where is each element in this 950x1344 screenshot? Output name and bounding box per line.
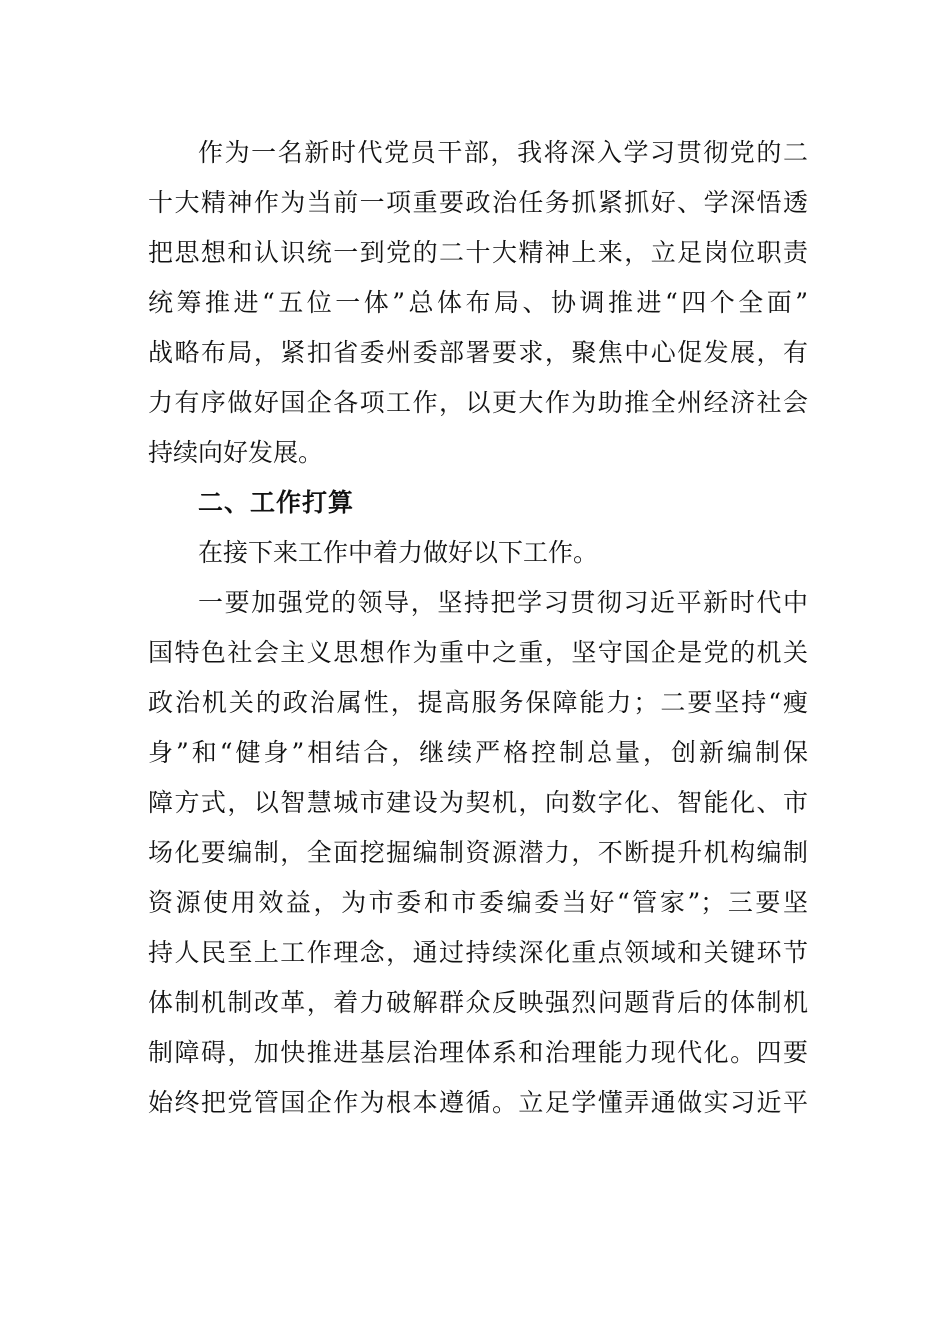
section-heading: 二、工作打算 (198, 488, 355, 517)
paragraph-3-line-3: 政治机关的政治属性，提高服务保障能力；二要坚持“瘦 (148, 688, 808, 717)
paragraph-3-line-7: 资源使用效益，为市委和市委编委当好“管家”；三要坚 (148, 888, 808, 917)
paragraph-1-line-7: 持续向好发展。 (148, 438, 324, 467)
paragraph-1-line-3: 把思想和认识统一到党的二十大精神上来，立足岗位职责 (148, 238, 808, 267)
paragraph-3-line-6: 场化要编制，全面挖掘编制资源潜力，不断提升机构编制 (148, 838, 808, 867)
paragraph-1-line-6: 力有序做好国企各项工作，以更大作为助推全州经济社会 (148, 388, 808, 417)
paragraph-3-line-1: 一要加强党的领导，坚持把学习贯彻习近平新时代中 (198, 588, 808, 617)
paragraph-1-line-4: 统筹推进“五位一体”总体布局、协调推进“四个全面” (148, 288, 808, 317)
paragraph-3-line-2: 国特色社会主义思想作为重中之重，坚守国企是党的机关 (148, 638, 808, 667)
paragraph-1-line-5: 战略布局，紧扣省委州委部署要求，聚焦中心促发展，有 (148, 338, 808, 367)
paragraph-3-line-8: 持人民至上工作理念，通过持续深化重点领域和关键环节 (148, 938, 808, 967)
paragraph-1-line-2: 十大精神作为当前一项重要政治任务抓紧抓好、学深悟透 (148, 188, 808, 217)
paragraph-3-line-11: 始终把党管国企作为根本遵循。立足学懂弄通做实习近平 (148, 1088, 808, 1117)
paragraph-3-line-10: 制障碍，加快推进基层治理体系和治理能力现代化。四要 (148, 1038, 808, 1067)
paragraph-1-line-1: 作为一名新时代党员干部，我将深入学习贯彻党的二 (198, 138, 808, 167)
paragraph-3-line-4: 身”和“健身”相结合，继续严格控制总量，创新编制保 (148, 738, 808, 767)
paragraph-3-line-9: 体制机制改革，着力破解群众反映强烈问题背后的体制机 (148, 988, 808, 1017)
paragraph-2-line-1: 在接下来工作中着力做好以下工作。 (198, 538, 599, 567)
paragraph-3-line-5: 障方式，以智慧城市建设为契机，向数字化、智能化、市 (148, 788, 808, 817)
